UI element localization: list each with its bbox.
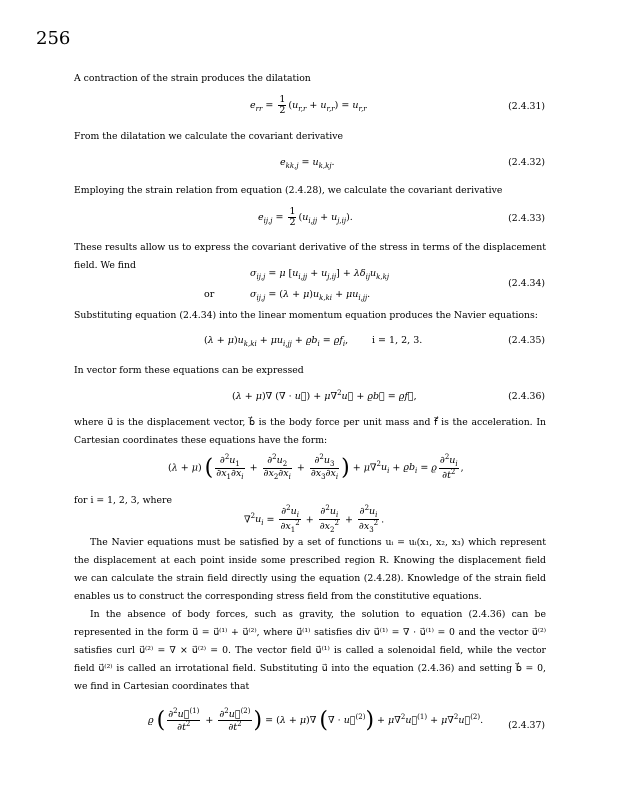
- paragraph-9: The Navier equations must be satisfied by a set of functions uᵢ = uᵢ(x₁, x₂, x₃) which represent the displacement at each point inside some prescribed region R. Knowing the displacement field we can calculate the strain field directly using the equation (2.4.28). Knowledge of the strain field enables us to construct the corresponding stress field from the constitutive equations.: [74, 537, 546, 602]
- equation-2-4-34-line-2: $\sigma_{ij,j} = (\lambda + \mu)u_{k,ki} + \mu u_{i,jj}$.: [250, 289, 371, 302]
- equation-2-4-34-line-1: $\sigma_{ij,j} = \mu$ $[u_{i,jj} + u_{j,ij}] + \lambda\delta_{ij}u_{k,kj}$: [250, 268, 390, 281]
- equation-laplacian: $\nabla^2u_i$ = $\frac{\partial^2u_i}{\partial x_1^2}$ + $\frac{\partial^2u_i}{\partial x_2^2}$ + $\frac{\partial^2u_i}{\partial x_3^2}$ .: [244, 504, 385, 535]
- equation-tag-2-4-37: (2.4.37): [508, 720, 545, 731]
- equation-2-4-37: ϱ ( $\frac{\partial^2u⃗^{(1)}}{\partial t^2}$ + $\frac{\partial^2u⃗^{(2)}}{\partial t^2}$ ) = (λ + μ)∇ (∇ · u⃗$^{(2)}$) + μ∇$^2$u⃗$^{(1)}$ + μ∇$^2$u⃗$^{(2)}$.: [148, 707, 484, 734]
- equation-2-4-35-condition: i = 1, 2, 3.: [372, 335, 423, 346]
- equation-tag-2-4-34: (2.4.34): [508, 278, 545, 289]
- equation-tag-2-4-35: (2.4.35): [508, 335, 545, 346]
- equation-2-4-33: $e_{ij,j}$ = $\frac{1}{2}$ $(u_{i,jj} + u_{j,ij})$.: [258, 206, 353, 228]
- paragraph-4: These results allow us to express the covariant derivative of the stress in terms of the displacement field. We find: [74, 242, 546, 271]
- paragraph-5: Substituting equation (2.4.34) into the linear momentum equation produces the Navier equations:: [74, 310, 538, 321]
- paragraph-7: where u⃗ is the displacement vector, b⃗ is the body force per unit mass and f⃗ is the acceleration. In Cartesian coordinates these equations have the form:: [74, 417, 546, 446]
- paragraph-2: From the dilatation we calculate the covariant derivative: [74, 131, 344, 142]
- page-number: 256: [36, 28, 71, 49]
- paragraph-1: A contraction of the strain produces the dilatation: [74, 73, 311, 84]
- paragraph-8: for i = 1, 2, 3, where: [74, 495, 172, 506]
- equation-tag-2-4-32: (2.4.32): [508, 157, 545, 168]
- equation-2-4-31: $e_{rr}$ = $\frac{1}{2}$ $(u_{r,r} + u_{r,r}) = u_{r,r}$: [250, 94, 367, 116]
- equation-cartesian-navier: (λ + μ) ( $\frac{\partial^2u_1}{\partial x_1\partial x_i}$ + $\frac{\partial^2u_2}{\partial x_2\partial x_i}$ + $\frac{\partial^2u_3}{\partial x_3\partial x_i}$ ) + $\mu\nabla^2u_i + ϱb_i = ϱ$ $\frac{\partial^2u_i}{\partial t^2}$ ,: [168, 453, 464, 482]
- paragraph-6: In vector form these equations can be expressed: [74, 365, 304, 376]
- equation-tag-2-4-31: (2.4.31): [508, 101, 545, 112]
- equation-tag-2-4-33: (2.4.33): [508, 213, 545, 224]
- equation-tag-2-4-36: (2.4.36): [508, 391, 545, 402]
- equation-2-4-36: (λ + μ)∇ (∇ · u⃗) + μ∇$^2$u⃗ + ϱb⃗ = ϱf⃗,: [232, 389, 417, 403]
- equation-2-4-32: $e_{kk,j} = u_{k,kj}$.: [280, 157, 335, 170]
- paragraph-3: Employing the strain relation from equation (2.4.28), we calculate the covariant derivative: [74, 185, 503, 196]
- equation-2-4-35: $(\lambda + \mu)u_{k,ki} + \mu u_{i,jj} + ϱb_i = ϱf_i$,: [204, 335, 349, 348]
- equation-2-4-34-or: or: [204, 289, 215, 300]
- paragraph-10: In the absence of body forces, such as gravity, the solution to equation (2.4.36) can be represented in the form u⃗ = u⃗⁽¹⁾ + u⃗⁽²⁾, where u⃗⁽¹⁾ satisfies div u⃗⁽¹⁾ = ∇ · u⃗⁽¹⁾ = 0 and the vector u⃗⁽²⁾ satisfies curl u⃗⁽²⁾ = ∇ × u⃗⁽²⁾ = 0. The vector field u⃗⁽¹⁾ is called a solenoidal field, while the vector field u⃗⁽²⁾ is called an irrotational field. Substituting u⃗ into the equation (2.4.36) and setting b⃗ = 0, we find in Cartesian coordinates that: [74, 609, 546, 692]
